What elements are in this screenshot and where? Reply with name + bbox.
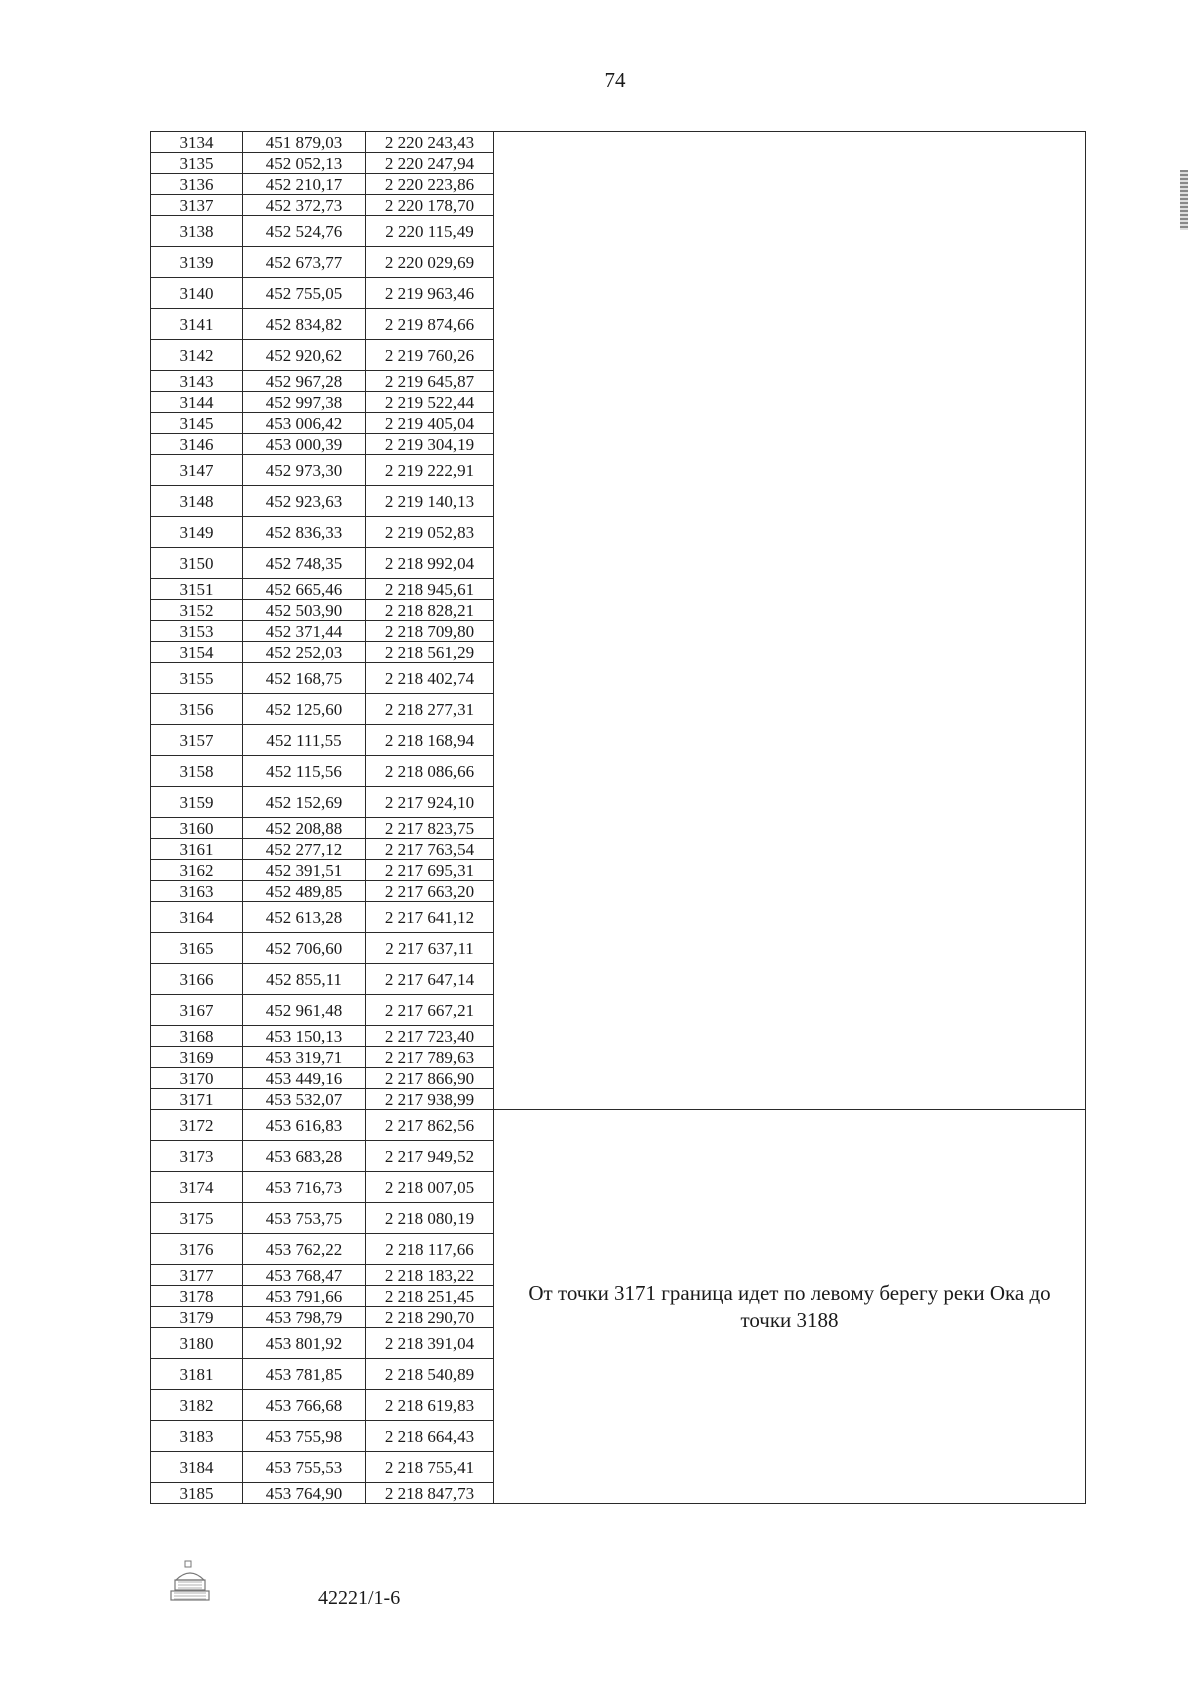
point-number-cell: 3137 (151, 195, 243, 216)
y-coordinate-cell: 2 218 755,41 (366, 1452, 494, 1483)
x-coordinate-cell: 452 920,62 (243, 340, 366, 371)
point-number-cell: 3134 (151, 132, 243, 153)
y-coordinate-cell: 2 219 645,87 (366, 371, 494, 392)
y-coordinate-cell: 2 217 663,20 (366, 881, 494, 902)
point-number-cell: 3164 (151, 902, 243, 933)
x-coordinate-cell: 453 768,47 (243, 1265, 366, 1286)
scan-margin-mark (1180, 170, 1188, 230)
y-coordinate-cell: 2 219 874,66 (366, 309, 494, 340)
y-coordinate-cell: 2 219 963,46 (366, 278, 494, 309)
coordinates-table-container (150, 131, 1085, 1504)
point-number-cell: 3153 (151, 621, 243, 642)
point-number-cell: 3163 (151, 881, 243, 902)
x-coordinate-cell: 452 755,05 (243, 278, 366, 309)
page-number: 74 (604, 68, 626, 92)
x-coordinate-cell: 452 152,69 (243, 787, 366, 818)
point-number-cell: 3169 (151, 1047, 243, 1068)
point-number-cell: 3144 (151, 392, 243, 413)
y-coordinate-cell: 2 219 760,26 (366, 340, 494, 371)
x-coordinate-cell: 452 973,30 (243, 455, 366, 486)
y-coordinate-cell: 2 220 243,43 (366, 132, 494, 153)
point-number-cell: 3175 (151, 1203, 243, 1234)
point-number-cell: 3142 (151, 340, 243, 371)
point-number-cell: 3150 (151, 548, 243, 579)
y-coordinate-cell: 2 217 938,99 (366, 1089, 494, 1110)
x-coordinate-cell: 453 791,66 (243, 1286, 366, 1307)
point-number-cell: 3143 (151, 371, 243, 392)
point-number-cell: 3165 (151, 933, 243, 964)
x-coordinate-cell: 453 716,73 (243, 1172, 366, 1203)
x-coordinate-cell: 452 613,28 (243, 902, 366, 933)
point-number-cell: 3177 (151, 1265, 243, 1286)
point-number-cell: 3136 (151, 174, 243, 195)
x-coordinate-cell: 452 208,88 (243, 818, 366, 839)
point-number-cell: 3152 (151, 600, 243, 621)
y-coordinate-cell: 2 220 029,69 (366, 247, 494, 278)
x-coordinate-cell: 453 683,28 (243, 1141, 366, 1172)
point-number-cell: 3184 (151, 1452, 243, 1483)
point-number-cell: 3173 (151, 1141, 243, 1172)
y-coordinate-cell: 2 217 723,40 (366, 1026, 494, 1047)
y-coordinate-cell: 2 217 647,14 (366, 964, 494, 995)
y-coordinate-cell: 2 218 391,04 (366, 1328, 494, 1359)
x-coordinate-cell: 453 532,07 (243, 1089, 366, 1110)
y-coordinate-cell: 2 219 405,04 (366, 413, 494, 434)
x-coordinate-cell: 452 372,73 (243, 195, 366, 216)
point-number-cell: 3170 (151, 1068, 243, 1089)
point-number-cell: 3176 (151, 1234, 243, 1265)
point-number-cell: 3156 (151, 694, 243, 725)
x-coordinate-cell: 453 801,92 (243, 1328, 366, 1359)
y-coordinate-cell: 2 220 247,94 (366, 153, 494, 174)
x-coordinate-cell: 453 781,85 (243, 1359, 366, 1390)
x-coordinate-cell: 453 449,16 (243, 1068, 366, 1089)
y-coordinate-cell: 2 218 251,45 (366, 1286, 494, 1307)
y-coordinate-cell: 2 217 866,90 (366, 1068, 494, 1089)
point-number-cell: 3135 (151, 153, 243, 174)
y-coordinate-cell: 2 219 304,19 (366, 434, 494, 455)
y-coordinate-cell: 2 218 290,70 (366, 1307, 494, 1328)
point-number-cell: 3158 (151, 756, 243, 787)
x-coordinate-cell: 452 706,60 (243, 933, 366, 964)
x-coordinate-cell: 452 489,85 (243, 881, 366, 902)
x-coordinate-cell: 452 503,90 (243, 600, 366, 621)
y-coordinate-cell: 2 218 402,74 (366, 663, 494, 694)
y-coordinate-cell: 2 217 695,31 (366, 860, 494, 881)
coordinates-table-body (151, 132, 1086, 1504)
notary-stamp-icon (168, 1560, 212, 1604)
point-number-cell: 3166 (151, 964, 243, 995)
x-coordinate-cell: 452 665,46 (243, 579, 366, 600)
x-coordinate-cell: 452 967,28 (243, 371, 366, 392)
y-coordinate-cell: 2 218 540,89 (366, 1359, 494, 1390)
x-coordinate-cell: 452 524,76 (243, 216, 366, 247)
y-coordinate-cell: 2 219 052,83 (366, 517, 494, 548)
y-coordinate-cell: 2 218 561,29 (366, 642, 494, 663)
x-coordinate-cell: 453 150,13 (243, 1026, 366, 1047)
y-coordinate-cell: 2 220 223,86 (366, 174, 494, 195)
document-code: 42221/1-6 (318, 1587, 401, 1609)
x-coordinate-cell: 453 766,68 (243, 1390, 366, 1421)
y-coordinate-cell: 2 218 664,43 (366, 1421, 494, 1452)
x-coordinate-cell: 452 834,82 (243, 309, 366, 340)
description-cell-lower: От точки 3171 граница идет по левому берегу реки Ока до точки 3188 (494, 1110, 1086, 1504)
x-coordinate-cell: 452 961,48 (243, 995, 366, 1026)
y-coordinate-cell: 2 217 667,21 (366, 995, 494, 1026)
point-number-cell: 3174 (151, 1172, 243, 1203)
point-number-cell: 3181 (151, 1359, 243, 1390)
x-coordinate-cell: 453 006,42 (243, 413, 366, 434)
point-number-cell: 3154 (151, 642, 243, 663)
x-coordinate-cell: 452 997,38 (243, 392, 366, 413)
y-coordinate-cell: 2 218 709,80 (366, 621, 494, 642)
y-coordinate-cell: 2 220 115,49 (366, 216, 494, 247)
x-coordinate-cell: 452 277,12 (243, 839, 366, 860)
y-coordinate-cell: 2 218 183,22 (366, 1265, 494, 1286)
x-coordinate-cell: 452 673,77 (243, 247, 366, 278)
point-number-cell: 3185 (151, 1483, 243, 1504)
y-coordinate-cell: 2 218 619,83 (366, 1390, 494, 1421)
x-coordinate-cell: 453 753,75 (243, 1203, 366, 1234)
x-coordinate-cell: 453 319,71 (243, 1047, 366, 1068)
x-coordinate-cell: 453 798,79 (243, 1307, 366, 1328)
point-number-cell: 3138 (151, 216, 243, 247)
point-number-cell: 3148 (151, 486, 243, 517)
point-number-cell: 3149 (151, 517, 243, 548)
x-coordinate-cell: 453 000,39 (243, 434, 366, 455)
y-coordinate-cell: 2 217 637,11 (366, 933, 494, 964)
point-number-cell: 3180 (151, 1328, 243, 1359)
y-coordinate-cell: 2 217 862,56 (366, 1110, 494, 1141)
x-coordinate-cell: 453 755,53 (243, 1452, 366, 1483)
point-number-cell: 3157 (151, 725, 243, 756)
x-coordinate-cell: 452 252,03 (243, 642, 366, 663)
point-number-cell: 3161 (151, 839, 243, 860)
point-number-cell: 3145 (151, 413, 243, 434)
x-coordinate-cell: 452 371,44 (243, 621, 366, 642)
x-coordinate-cell: 452 836,33 (243, 517, 366, 548)
y-coordinate-cell: 2 218 168,94 (366, 725, 494, 756)
y-coordinate-cell: 2 218 277,31 (366, 694, 494, 725)
y-coordinate-cell: 2 218 828,21 (366, 600, 494, 621)
point-number-cell: 3155 (151, 663, 243, 694)
point-number-cell: 3171 (151, 1089, 243, 1110)
point-number-cell: 3168 (151, 1026, 243, 1047)
x-coordinate-cell: 452 125,60 (243, 694, 366, 725)
x-coordinate-cell: 452 168,75 (243, 663, 366, 694)
y-coordinate-cell: 2 217 823,75 (366, 818, 494, 839)
point-number-cell: 3162 (151, 860, 243, 881)
x-coordinate-cell: 453 762,22 (243, 1234, 366, 1265)
y-coordinate-cell: 2 218 847,73 (366, 1483, 494, 1504)
point-number-cell: 3139 (151, 247, 243, 278)
y-coordinate-cell: 2 219 222,91 (366, 455, 494, 486)
x-coordinate-cell: 452 052,13 (243, 153, 366, 174)
point-number-cell: 3151 (151, 579, 243, 600)
point-number-cell: 3147 (151, 455, 243, 486)
y-coordinate-cell: 2 220 178,70 (366, 195, 494, 216)
table-row (151, 132, 1086, 153)
point-number-cell: 3178 (151, 1286, 243, 1307)
y-coordinate-cell: 2 218 086,66 (366, 756, 494, 787)
y-coordinate-cell: 2 217 763,54 (366, 839, 494, 860)
x-coordinate-cell: 452 210,17 (243, 174, 366, 195)
y-coordinate-cell: 2 218 007,05 (366, 1172, 494, 1203)
x-coordinate-cell: 451 879,03 (243, 132, 366, 153)
x-coordinate-cell: 452 923,63 (243, 486, 366, 517)
x-coordinate-cell: 452 391,51 (243, 860, 366, 881)
y-coordinate-cell: 2 217 641,12 (366, 902, 494, 933)
x-coordinate-cell: 452 855,11 (243, 964, 366, 995)
y-coordinate-cell: 2 218 945,61 (366, 579, 494, 600)
x-coordinate-cell: 452 111,55 (243, 725, 366, 756)
point-number-cell: 3160 (151, 818, 243, 839)
y-coordinate-cell: 2 217 949,52 (366, 1141, 494, 1172)
point-number-cell: 3140 (151, 278, 243, 309)
y-coordinate-cell: 2 218 992,04 (366, 548, 494, 579)
y-coordinate-cell: 2 217 789,63 (366, 1047, 494, 1068)
coordinates-table (150, 131, 1086, 1504)
y-coordinate-cell: 2 218 117,66 (366, 1234, 494, 1265)
x-coordinate-cell: 452 748,35 (243, 548, 366, 579)
point-number-cell: 3179 (151, 1307, 243, 1328)
point-number-cell: 3167 (151, 995, 243, 1026)
point-number-cell: 3172 (151, 1110, 243, 1141)
y-coordinate-cell: 2 218 080,19 (366, 1203, 494, 1234)
y-coordinate-cell: 2 217 924,10 (366, 787, 494, 818)
point-number-cell: 3159 (151, 787, 243, 818)
y-coordinate-cell: 2 219 522,44 (366, 392, 494, 413)
table-row (151, 1110, 1086, 1141)
description-cell-upper (494, 132, 1086, 1110)
point-number-cell: 3183 (151, 1421, 243, 1452)
point-number-cell: 3146 (151, 434, 243, 455)
x-coordinate-cell: 453 755,98 (243, 1421, 366, 1452)
x-coordinate-cell: 452 115,56 (243, 756, 366, 787)
point-number-cell: 3141 (151, 309, 243, 340)
y-coordinate-cell: 2 219 140,13 (366, 486, 494, 517)
x-coordinate-cell: 453 616,83 (243, 1110, 366, 1141)
point-number-cell: 3182 (151, 1390, 243, 1421)
x-coordinate-cell: 453 764,90 (243, 1483, 366, 1504)
